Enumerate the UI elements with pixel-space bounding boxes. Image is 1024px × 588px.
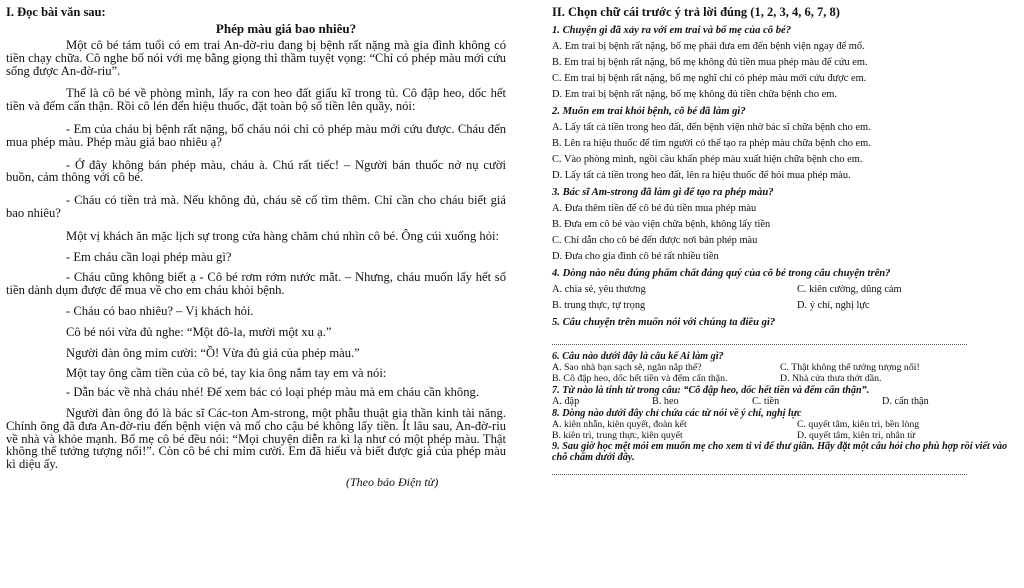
answer-option: D. Đưa cho gia đình cô bé rất nhiều tiền [552,251,719,262]
answer-option: D. cẩn thận [882,396,929,407]
answer-option: A. Sao nhà bạn sạch sẽ, ngăn nắp thế? [552,362,702,373]
question-5: 5. Câu chuyện trên muốn nói với chúng ta điều gì? [552,317,776,328]
question-8: 8. Dòng nào dưới đây chỉ chứa các từ nói về ý chí, nghị lực [552,408,802,419]
answer-row [552,284,1020,296]
source-citation: (Theo báo Điện tử) [346,474,439,489]
reading-passage [6,5,506,490]
paragraph: Một vị khách ăn mặc lịch sự trong cửa hàng chăm chú nhìn cô bé. Ông cúi xuống hỏi: [66,228,499,243]
answer-option: C. quyết tâm, kiên trì, bền lòng [797,419,920,430]
answer-option: B. kiên trì, trung thực, kiên quyết [552,430,683,441]
answer-option: C. Vào phòng mình, ngồi cầu khấn phép màu xuất hiện chữa bệnh cho em. [552,154,863,165]
answer-option: B. Đưa em cô bé vào viện chữa bệnh, không lấy tiền [552,219,771,230]
question-6: 6. Câu nào dưới đây là câu kể Ai làm gì? [552,351,724,362]
answer-row [552,430,1020,441]
answer-option: C. tiền [752,396,780,407]
paragraph: Một tay ông cầm tiền của cô bé, tay kia ông nắm tay em và nói: [66,366,387,381]
paragraph: Thế là cô bé về phòng mình, lấy ra con heo đất giấu kĩ trong tủ. Cô đập heo, dốc hết tiền và đếm cẩn thận. Rồi cô lén đến hiệu thuốc, đặt toàn bộ số tiền lên quầy, nói: [6,86,506,114]
questions-column [552,5,1020,475]
paragraph: Cô bé nói vừa đủ nghe: “Một đô-la, mười một xu ạ.” [66,324,332,339]
question-4: 4. Dòng nào nêu đúng phẩm chất đáng quý của cô bé trong câu chuyện trên? [552,268,891,279]
answer-line [552,465,967,475]
paragraph: - Cháu cũng không biết ạ - Cô bé rơm rớm nước mắt. – Nhưng, cháu muốn lấy hết số tiền dành dụm được để mua về cho em cháu khỏi bệnh. [6,270,506,298]
answer-option: D. ý chí, nghị lực [797,300,870,311]
answer-option: B. Cô đập heo, dốc hết tiền và đếm cẩn thận. [552,373,728,384]
paragraph: Một cô bé tám tuổi có em trai An-đờ-riu đang bị bệnh rất nặng mà gia đình không có tiền chạy chữa. Cô nghe bố nói với mẹ bằng giọng thì thầm tuyệt vọng: “Chỉ có phép màu mới cứu sống được An-đờ-riu”. [6,38,506,78]
answer-row [552,362,1020,373]
story-title: Phép màu giá bao nhiêu? [215,21,357,36]
question-9: 9. Sau giờ học mệt mỏi em muốn mẹ cho xem ti vi để thư giãn. Hãy đặt một câu hỏi cho phù hợp rồi viết vào chỗ chấm dưới đây. [552,441,1008,463]
paragraph: - Em của cháu bị bệnh rất nặng, bố cháu nói chỉ có phép màu mới cứu được. Cháu đến mua phép màu. Phép màu giá bao nhiêu ạ? [6,121,506,149]
answer-option: C. Em trai bị bệnh rất nặng, bố mẹ nghĩ chỉ có phép màu mới cứu được em. [552,73,867,84]
answer-option: A. đập [552,396,580,407]
paragraph: - Dẫn bác về nhà cháu nhé! Để xem bác có loại phép màu mà em cháu cần không. [66,385,479,400]
answer-option: B. Em trai bị bệnh rất nặng, bố mẹ không đủ tiền mua phép màu để cứu em. [552,57,868,68]
answer-option: A. chia sẻ, yêu thương [552,284,646,295]
paragraph: - Cháu có bao nhiêu? – Vị khách hỏi. [66,303,254,318]
answer-row [552,419,1020,430]
answer-row [552,300,1020,312]
question-3: 3. Bác sĩ Am-strong đã làm gì để tạo ra phép màu? [552,187,774,198]
answer-option: C. kiên cường, dũng cảm [797,284,902,295]
answer-option: A. kiên nhẫn, kiên quyết, đoàn kết [552,419,687,430]
paragraph: - Em cháu cần loại phép màu gì? [66,249,232,264]
answer-option: A. Đưa thêm tiền để cô bé đủ tiền mua phép màu [552,203,757,214]
section-heading-reading: I. Đọc bài văn sau: [6,5,106,19]
answer-option: C. Thật không thể tưởng tượng nổi! [780,362,920,373]
section-heading-questions: II. Chọn chữ cái trước ý trả lời đúng (1, 2, 3, 4, 6, 7, 8) [552,5,840,19]
answer-option: A. Lấy tất cả tiền trong heo đất, đến bệnh viện nhờ bác sĩ chữa bệnh cho em. [552,122,871,133]
answer-option: B. Lên ra hiệu thuốc để tìm người có thể tạo ra phép màu chữa bệnh cho em. [552,138,871,149]
answer-option: B. heo [652,396,679,407]
answer-option: B. trung thực, tự trọng [552,300,646,311]
paragraph: - Ở đây không bán phép màu, cháu à. Chú rất tiếc! – Người bán thuốc nở nụ cười buồn, cảm thông với cô bé. [6,157,506,185]
answer-option: D. Em trai bị bệnh rất nặng, bố mẹ không đủ tiền chữa bệnh cho em. [552,89,837,100]
paragraph: Người đàn ông mỉm cười: “Ồ! Vừa đủ giá của phép màu.” [66,345,360,360]
question-1: 1. Chuyện gì đã xảy ra với em trai và bố mẹ của cô bé? [552,25,792,36]
paragraph: - Cháu có tiền trả mà. Nếu không đủ, cháu sẽ cố tìm thêm. Chỉ cần cho cháu biết giá bao nhiêu? [6,193,506,220]
answer-option: D. Nhà cửa thưa thớt dần. [780,373,882,384]
question-7: 7. Từ nào là tính từ trong câu: “Cô đập heo, dốc hết tiền và đếm cẩn thận”. [552,385,870,396]
question-2: 2. Muốn em trai khỏi bệnh, cô bé đã làm gì? [552,106,746,117]
answer-option: A. Em trai bị bệnh rất nặng, bố mẹ phải đưa em đến bệnh viện ngay để mổ. [552,41,865,52]
answer-line [552,335,967,345]
answer-option: C. Chỉ dẫn cho cô bé đến được nơi bán phép màu [552,235,758,246]
answer-option: D. quyết tâm, kiên trì, nhân từ [797,430,916,441]
answer-option: D. Lấy tất cả tiền trong heo đất, lên ra hiệu thuốc để hỏi mua phép màu. [552,170,851,181]
answer-row [552,396,1020,408]
paragraph: Người đàn ông đó là bác sĩ Các-ton Am-strong, một phẫu thuật gia thần kinh tài năng. Chính ông đã đưa An-đờ-riu đến bệnh viện và mổ cho cậu bé không lấy tiền. Ít lâu sau, An-đờ-riu về nhà và khỏe mạnh. Bố mẹ cô bé đều nói: “Mọi chuyện diễn ra kì lạ như có một phép màu. Thật không thể tưởng tượng nổi!”. Còn cô bé chỉ mỉm cười. Em đã hiểu và biết được giá của phép màu kì diệu ấy. [6,405,506,472]
answer-row [552,373,1020,384]
